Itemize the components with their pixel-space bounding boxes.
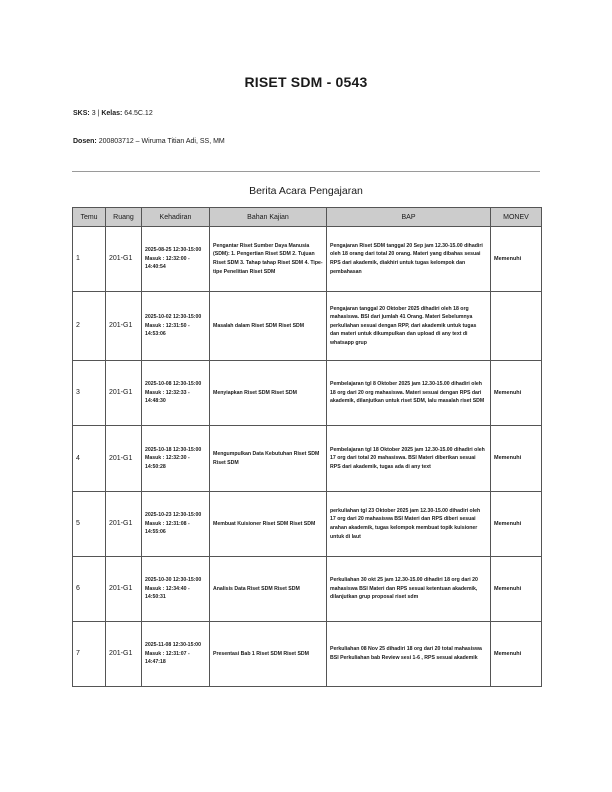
cell-temu: 5	[73, 492, 106, 557]
divider	[72, 171, 540, 172]
cell-bap: perkuliahan tgl 23 Oktober 2025 jam 12.30-15.00 dihadiri oleh 17 org dari 20 mahasiswa BSI Materi dan RPS diberi sesuai arahan akademik, tugas kelompok membuat topik kuisioner untuk di laut	[327, 492, 491, 557]
kelas-value: 64.5C.12	[124, 110, 153, 117]
cell-bap: Perkuliahan 08 Nov 25 dihadiri 18 org dari 20 total mahasiswa BSI Perkuliahan bab Review sesi 1-6 , RPS sesuai akademik	[327, 622, 491, 687]
cell-bap: Pembelajaran tgl 18 Oktober 2025 jam 12.30-15.00 dihadiri oleh 17 org dari total 20 mahasiswa. BSI Materi diberikan sesuai RPS dari akademik, tugas ada di any text	[327, 426, 491, 492]
table-header-row	[73, 208, 542, 227]
table-row	[73, 622, 542, 687]
cell-bahan-kajian: Presentasi Bab 1 Riset SDM Riset SDM	[210, 622, 327, 687]
header-monev: MONEV	[491, 208, 542, 227]
cell-ruang: 201-G1	[106, 426, 142, 492]
cell-kehadiran: 2025-10-08 12:30-15:00 Masuk : 12:32:33 - 14:48:30	[142, 361, 210, 426]
table-row	[73, 361, 542, 426]
dosen-value: 200803712 – Wiruma Titian Adi, SS, MM	[98, 138, 225, 145]
cell-temu: 7	[73, 622, 106, 687]
cell-monev: Memenuhi	[491, 361, 542, 426]
cell-monev: Memenuhi	[491, 622, 542, 687]
table-row	[73, 227, 542, 292]
cell-kehadiran: 2025-08-25 12:30-15:00 Masuk : 12:32:00 - 14:40:54	[142, 227, 210, 292]
cell-monev: Memenuhi	[491, 426, 542, 492]
cell-kehadiran: 2025-11-08 12:30-15:00 Masuk : 12:31:07 - 14:47:18	[142, 622, 210, 687]
cell-bahan-kajian: Menyiapkan Riset SDM Riset SDM	[210, 361, 327, 426]
cell-monev: Memenuhi	[491, 492, 542, 557]
cell-ruang: 201-G1	[106, 622, 142, 687]
header-bap: BAP	[327, 208, 491, 227]
cell-temu: 2	[73, 292, 106, 361]
dosen-label: Dosen:	[73, 138, 97, 145]
cell-bahan-kajian: Membuat Kuisioner Riset SDM Riset SDM	[210, 492, 327, 557]
cell-kehadiran: 2025-10-23 12:30-15:00 Masuk : 12:31:08 - 14:55:06	[142, 492, 210, 557]
cell-bap: Pengajaran tanggal 20 Oktober 2025 dihadiri oleh 18 org mahasiswa. BSI dari jumlah 41 Orang. Materi Sebelumnya perkuliahan sesuai dengan RPP, dari akademik untuk tugas dan materi untuk dikumpulkan dan upload di any text di whatsapp grup	[327, 292, 491, 361]
cell-ruang: 201-G1	[106, 361, 142, 426]
cell-ruang: 201-G1	[106, 292, 142, 361]
sks-value: 3	[91, 110, 96, 117]
kelas-label: Kelas:	[101, 110, 123, 117]
cell-bap: Perkuliahan 30 okt 25 jam 12.30-15.00 dihadiri 18 org dari 20 mahasiswa BSI Materi dan RPS sesuai ketentuan akademik, dilanjutkan grup proposal riset sdm	[327, 557, 491, 622]
cell-ruang: 201-G1	[106, 557, 142, 622]
header-bahan-kajian: Bahan Kajian	[210, 208, 327, 227]
cell-bap: Pengajaran Riset SDM tanggal 20 Sep jam 12.30-15.00 dihadiri oleh 18 orang dari total 20 orang. Materi yang dibahas sesuai RPS dari akademik, diakhiri untuk tugas kelompok dan pembahasan	[327, 227, 491, 292]
section-title: Berita Acara Pengajaran	[249, 185, 363, 197]
cell-kehadiran: 2025-10-18 12:30-15:00 Masuk : 12:32:30 - 14:50:28	[142, 426, 210, 492]
cell-ruang: 201-G1	[106, 227, 142, 292]
header-temu: Temu	[73, 208, 106, 227]
header-ruang: Ruang	[106, 208, 142, 227]
cell-kehadiran: 2025-10-30 12:30-15:00 Masuk : 12:34:40 - 14:50:31	[142, 557, 210, 622]
cell-temu: 4	[73, 426, 106, 492]
lecturer-info	[73, 138, 225, 145]
cell-monev: Memenuhi	[491, 227, 542, 292]
cell-temu: 3	[73, 361, 106, 426]
cell-temu: 6	[73, 557, 106, 622]
cell-bahan-kajian: Mengumpulkan Data Kebutuhan Riset SDM Riset SDM	[210, 426, 327, 492]
cell-bahan-kajian: Masalah dalam Riset SDM Riset SDM	[210, 292, 327, 361]
course-info	[73, 110, 153, 117]
cell-bahan-kajian: Analisis Data Riset SDM Riset SDM	[210, 557, 327, 622]
attendance-table	[72, 207, 542, 687]
cell-bap: Pembelajaran tgl 8 Oktober 2025 jam 12.30-15.00 dihadiri oleh 18 org dari 20 org mahasiswa. Materi sesuai dengan RPS dari akademik, dilanjutkan untuk riset SDM, lalu masalah riset SDM	[327, 361, 491, 426]
meta-separator: |	[97, 110, 100, 117]
header-kehadiran: Kehadiran	[142, 208, 210, 227]
document-title: RISET SDM - 0543	[244, 74, 368, 90]
cell-monev	[491, 292, 542, 361]
cell-monev: Memenuhi	[491, 557, 542, 622]
table-row	[73, 292, 542, 361]
cell-temu: 1	[73, 227, 106, 292]
table-row	[73, 557, 542, 622]
cell-ruang: 201-G1	[106, 492, 142, 557]
table-row	[73, 492, 542, 557]
sks-label: SKS:	[73, 110, 90, 117]
cell-bahan-kajian: Pengantar Riset Sumber Daya Manusia (SDM): 1. Pengertian Riset SDM 2. Tujuan Riset SDM 3. Tahap tahap Riset SDM 4. Tipe-tipe Penelitian Riset SDM	[210, 227, 327, 292]
table-row	[73, 426, 542, 492]
cell-kehadiran: 2025-10-02 12:30-15:00 Masuk : 12:31:50 - 14:53:06	[142, 292, 210, 361]
